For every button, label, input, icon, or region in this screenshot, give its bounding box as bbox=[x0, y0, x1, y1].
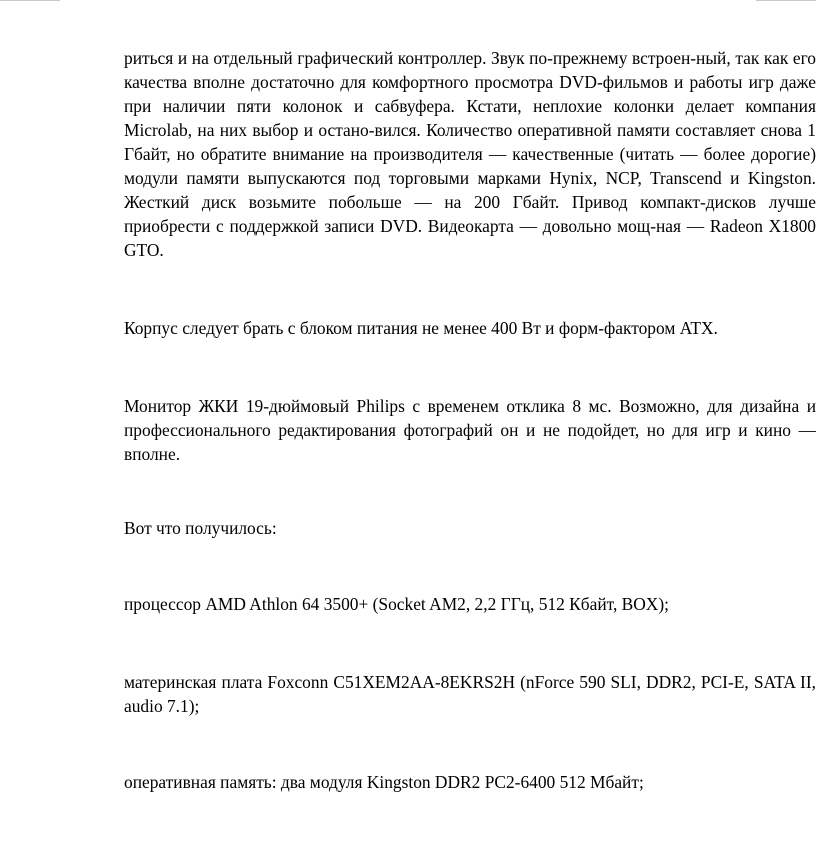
page-edge-mark-right bbox=[756, 0, 816, 1]
list-item-memory: оперативная память: два модуля Kingston DDR2 PC2-6400 512 Мбайт; bbox=[124, 772, 644, 792]
paragraph-case: Корпус следует брать с блоком питания не менее 400 Вт и форм-фактором ATX. bbox=[124, 318, 718, 338]
page-edge-mark-left bbox=[0, 0, 60, 1]
paragraph-monitor: Монитор ЖКИ 19-дюймовый Philips с временем отклика 8 мс. Возможно, для дизайна и профессионального редактирования фотографий он и не подойдет, но для игр и кино — вполне. bbox=[124, 396, 816, 464]
paragraph-summary-heading: Вот что получилось: bbox=[124, 518, 277, 538]
list-item-motherboard: материнская плата Foxconn C51XEM2AA-8EKRS2H (nForce 590 SLI, DDR2, PCI-E, SATA II, audio 7.1); bbox=[124, 672, 816, 716]
list-item-processor: процессор AMD Athlon 64 3500+ (Socket AM2, 2,2 ГГц, 512 Кбайт, BOX); bbox=[124, 594, 669, 614]
paragraph-hardware-description: риться и на отдельный графический контроллер. Звук по-прежнему встроен-ный, так как его качества вполне достаточно для комфортного просмотра DVD-фильмов и работы игр даже при наличии пяти колонок и сабвуфера. Кстати, неплохие колонки делает компания Microlab, на них выбор и остано-вился. Количество оперативной памяти составляет снова 1 Гбайт, но обратите внимание на производителя — качественные (читать — более дорогие) модули памяти выпускаются под торговыми марками Hynix, NCP, Transcend и Kingston. Жесткий диск возьмите побольше — на 200 Гбайт. Привод компакт-дисков лучше приобрести с поддержкой записи DVD. Видеокарта — довольно мощ-ная — Radeon X1800 GTO. bbox=[124, 48, 816, 260]
